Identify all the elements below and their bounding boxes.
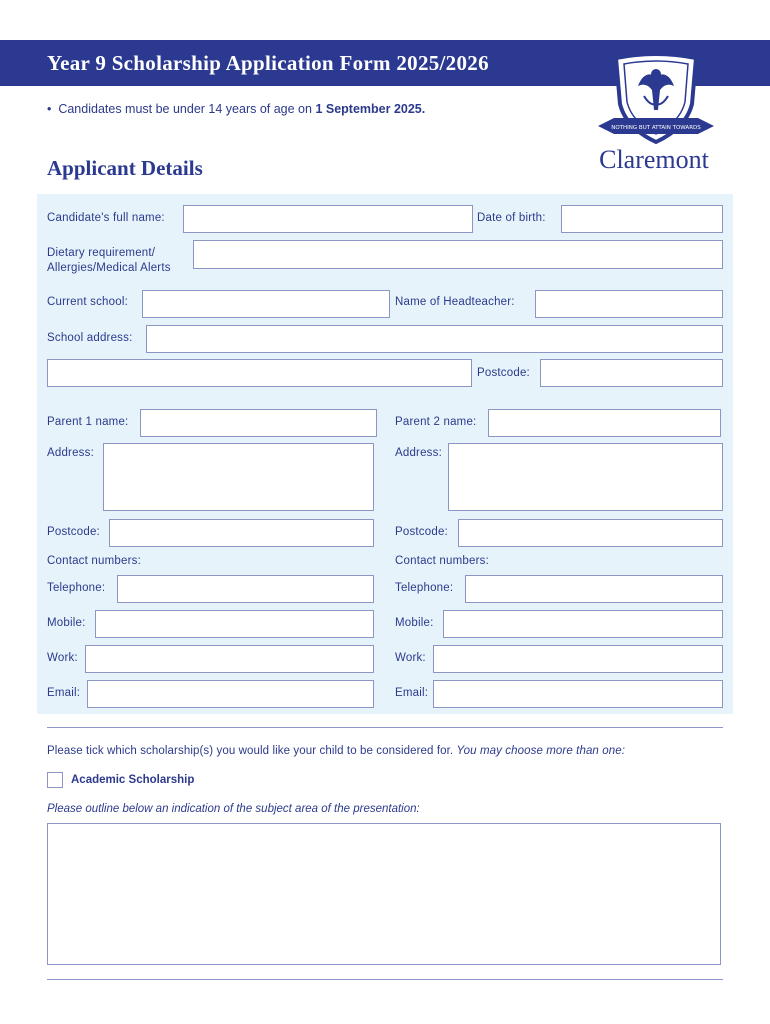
label-headteacher: Name of Headteacher: xyxy=(395,296,515,308)
svg-text:NOTHING BUT ATTAIN TOWARDS: NOTHING BUT ATTAIN TOWARDS xyxy=(611,125,701,131)
school-postcode-field[interactable] xyxy=(540,359,723,387)
school-address-field[interactable] xyxy=(146,325,723,353)
parent2-work-field[interactable] xyxy=(433,645,723,673)
parent1-telephone-field[interactable] xyxy=(117,575,374,603)
parent1-mobile-field[interactable] xyxy=(95,610,374,638)
note-text: Candidates must be under 14 years of age on xyxy=(58,102,316,116)
scholarship-prompt-note: You may choose more than one: xyxy=(456,745,626,757)
label-parent2-work: Work: xyxy=(395,652,426,664)
label-parent2-postcode: Postcode: xyxy=(395,526,448,538)
label-parent1-address: Address: xyxy=(47,447,94,459)
label-allergies: Allergies/Medical Alerts xyxy=(47,262,171,274)
scholarship-prompt xyxy=(47,745,625,757)
label-parent2-telephone: Telephone: xyxy=(395,582,454,594)
label-parent2-address: Address: xyxy=(395,447,442,459)
label-parent2-mobile: Mobile: xyxy=(395,617,434,629)
parent1-email-field[interactable] xyxy=(87,680,374,708)
label-parent1-postcode: Postcode: xyxy=(47,526,100,538)
label-dietary: Dietary requirement/ xyxy=(47,247,156,259)
label-parent1-mobile: Mobile: xyxy=(47,617,86,629)
bullet: • xyxy=(47,102,59,116)
dietary-field[interactable] xyxy=(193,240,723,269)
parent1-postcode-field[interactable] xyxy=(109,519,374,547)
label-parent1-email: Email: xyxy=(47,687,81,699)
parent1-address-field[interactable] xyxy=(103,443,374,511)
label-parent2: Parent 2 name: xyxy=(395,416,477,428)
label-school-postcode: Postcode: xyxy=(477,367,530,379)
section-title-applicant-details: Applicant Details xyxy=(47,156,203,180)
parent2-telephone-field[interactable] xyxy=(465,575,723,603)
school-crest-icon xyxy=(594,52,718,150)
label-current-school: Current school: xyxy=(47,296,128,308)
bottom-divider xyxy=(47,979,723,980)
parent2-address-field[interactable] xyxy=(448,443,723,511)
parent1-name-field[interactable] xyxy=(140,409,377,437)
academic-scholarship-label: Academic Scholarship xyxy=(71,774,195,786)
age-requirement-note xyxy=(47,102,425,116)
label-full-name: Candidate's full name: xyxy=(47,212,165,224)
presentation-outline-textarea[interactable] xyxy=(47,823,721,965)
label-parent1-telephone: Telephone: xyxy=(47,582,106,594)
school-name-logo: Claremont xyxy=(599,145,709,174)
label-parent2-email: Email: xyxy=(395,687,429,699)
full-name-field[interactable] xyxy=(183,205,473,233)
outline-prompt: Please outline below an indication of the subject area of the presentation: xyxy=(47,803,420,815)
scholarship-prompt-text: Please tick which scholarship(s) you would like your child to be considered for. xyxy=(47,745,454,757)
form-title: Year 9 Scholarship Application Form 2025/2026 xyxy=(47,51,489,75)
parent2-email-field[interactable] xyxy=(433,680,723,708)
dob-field[interactable] xyxy=(561,205,723,233)
parent2-mobile-field[interactable] xyxy=(443,610,723,638)
headteacher-field[interactable] xyxy=(535,290,723,318)
parent1-work-field[interactable] xyxy=(85,645,374,673)
label-parent2-contact-numbers: Contact numbers: xyxy=(395,555,489,567)
parent2-name-field[interactable] xyxy=(488,409,721,437)
label-parent1: Parent 1 name: xyxy=(47,416,129,428)
label-parent1-contact-numbers: Contact numbers: xyxy=(47,555,141,567)
current-school-field[interactable] xyxy=(142,290,390,318)
label-school-address: School address: xyxy=(47,332,133,344)
label-dob: Date of birth: xyxy=(477,212,546,224)
note-date: 1 September 2025. xyxy=(315,102,426,116)
academic-scholarship-checkbox[interactable] xyxy=(47,772,63,788)
school-address-line2-field[interactable] xyxy=(47,359,472,387)
parent2-postcode-field[interactable] xyxy=(458,519,723,547)
label-parent1-work: Work: xyxy=(47,652,78,664)
section-divider xyxy=(47,727,723,728)
